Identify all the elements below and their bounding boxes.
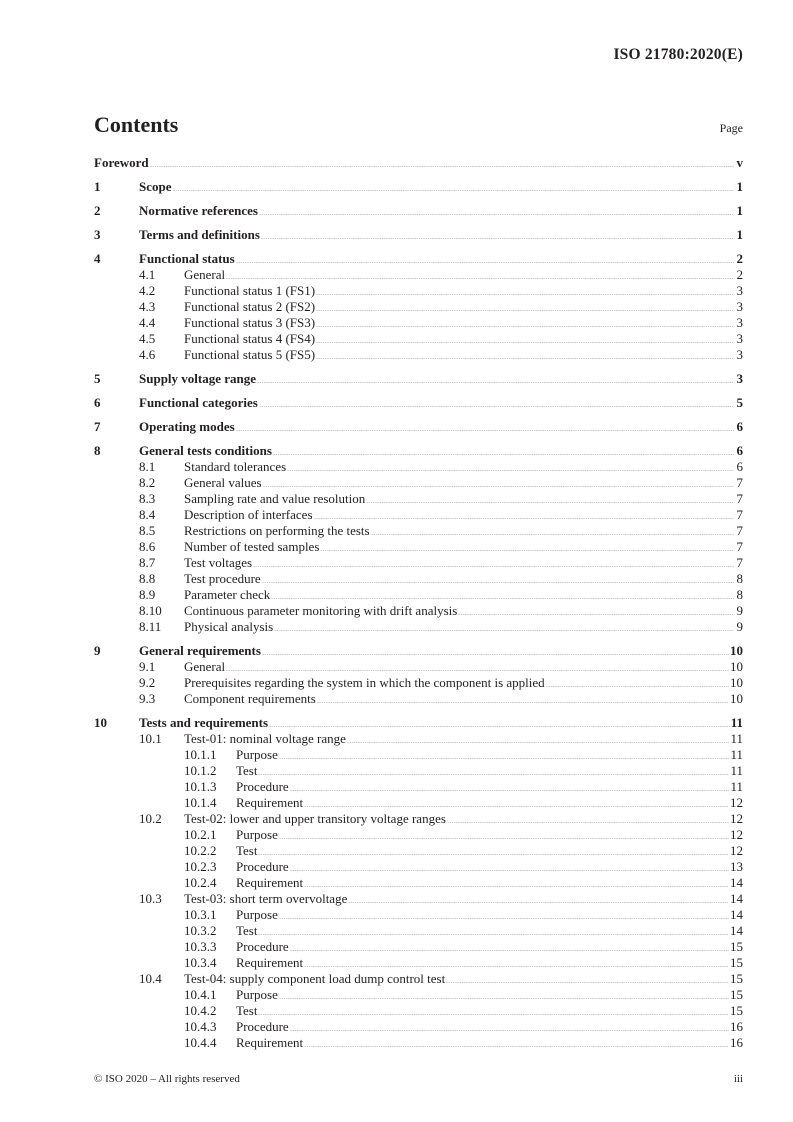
page-footer: [94, 1073, 743, 1085]
dot-leader: [320, 550, 734, 551]
toc-entry-title: Number of tested samples: [184, 539, 320, 554]
toc-entry-title: Purpose: [236, 747, 278, 762]
toc-entry-title: Terms and definitions: [139, 227, 260, 242]
toc-entry[interactable]: [94, 659, 743, 675]
toc-entry-page: 9: [736, 603, 743, 618]
toc-entry-title: Test: [236, 1003, 258, 1018]
toc-entry[interactable]: [94, 715, 743, 731]
toc-entry[interactable]: [94, 827, 743, 843]
toc-entry-page: 7: [736, 555, 743, 570]
toc-entry-title: Test-03: short term overvoltage: [184, 891, 348, 906]
dot-leader: [316, 326, 734, 327]
toc-entry-number: 8.3: [139, 491, 156, 506]
toc-entry-page: 8: [736, 571, 743, 586]
toc-entry-page: 10: [730, 675, 743, 690]
toc-entry-number: 8.9: [139, 587, 156, 602]
toc-entry[interactable]: [94, 395, 743, 411]
toc-entry-number: 8.6: [139, 539, 156, 554]
toc-entry-number: 8.10: [139, 603, 162, 618]
toc-entry-title: Test procedure: [184, 571, 261, 586]
toc-entry-number: 10.2.4: [184, 875, 217, 890]
toc-entry[interactable]: [94, 1035, 743, 1051]
toc-entry[interactable]: [94, 731, 743, 747]
toc-entry-page: 12: [730, 843, 743, 858]
toc-entry[interactable]: [94, 371, 743, 387]
toc-entry-title: Prerequisites regarding the system in which the component is applied: [184, 675, 545, 690]
toc-entry-page: 5: [736, 395, 743, 410]
toc-entry-number: 8.7: [139, 555, 156, 570]
dot-leader: [271, 598, 734, 599]
toc-entry[interactable]: [94, 955, 743, 971]
toc-entry-title: Procedure: [236, 1019, 289, 1034]
toc-entry-title: Requirement: [236, 795, 304, 810]
toc-entry-title: Normative references: [139, 203, 258, 218]
toc-entry[interactable]: [94, 891, 743, 907]
dot-leader: [261, 238, 734, 239]
toc-entry-page: 1: [736, 227, 743, 242]
toc-entry-page: 15: [730, 1003, 743, 1018]
toc-entry[interactable]: [94, 811, 743, 827]
toc-entry-title: Tests and requirements: [139, 715, 269, 730]
toc-entry-number: 10.1: [139, 731, 162, 746]
toc-entry-number: 10.3.3: [184, 939, 217, 954]
contents-header: [94, 112, 743, 138]
dot-leader: [259, 214, 734, 215]
dot-leader: [304, 886, 729, 887]
toc-entry[interactable]: [94, 523, 743, 539]
toc-entry-number: 9.2: [139, 675, 156, 690]
toc-entry-title: Functional status 3 (FS3): [184, 315, 316, 330]
toc-entry[interactable]: [94, 987, 743, 1003]
dot-leader: [269, 726, 730, 727]
toc-entry-page: v: [736, 155, 743, 170]
toc-entry-page: 16: [730, 1035, 743, 1050]
page-number: iii: [733, 1073, 743, 1085]
toc-entry[interactable]: [94, 747, 743, 763]
toc-entry[interactable]: [94, 443, 743, 459]
dot-leader: [446, 982, 729, 983]
toc-entry-number: 4.1: [139, 267, 156, 282]
toc-entry-number: 8.11: [139, 619, 162, 634]
toc-entry-number: 10.4.2: [184, 1003, 217, 1018]
toc-entry[interactable]: [94, 971, 743, 987]
toc-entry-number: 10.4: [139, 971, 162, 986]
toc-entry[interactable]: [94, 763, 743, 779]
toc-entry-page: 7: [736, 491, 743, 506]
toc-entry[interactable]: [94, 875, 743, 891]
toc-entry[interactable]: [94, 179, 743, 195]
toc-entry-title: Functional status 1 (FS1): [184, 283, 316, 298]
toc-entry-page: 1: [736, 179, 743, 194]
dot-leader: [458, 614, 734, 615]
toc-entry[interactable]: [94, 587, 743, 603]
toc-entry-page: 6: [736, 443, 743, 458]
toc-entry-title: Functional status 5 (FS5): [184, 347, 316, 362]
toc-entry[interactable]: [94, 571, 743, 587]
toc-entry[interactable]: [94, 251, 743, 267]
toc-entry-page: 7: [736, 523, 743, 538]
toc-entry[interactable]: [94, 1003, 743, 1019]
dot-leader: [347, 742, 730, 743]
toc-entry-title: General tests conditions: [139, 443, 272, 458]
toc-entry[interactable]: [94, 1019, 743, 1035]
toc-entry[interactable]: [94, 267, 743, 283]
toc-entry[interactable]: [94, 283, 743, 299]
toc-entry-title: Test: [236, 923, 258, 938]
dot-leader: [258, 774, 729, 775]
toc-entry-number: 6: [94, 395, 101, 410]
toc-entry-number: 2: [94, 203, 101, 218]
toc-entry-page: 11: [730, 763, 743, 778]
toc-entry-title: Physical analysis: [184, 619, 274, 634]
toc-entry-page: 15: [730, 939, 743, 954]
dot-leader: [279, 998, 729, 999]
toc-entry[interactable]: [94, 939, 743, 955]
toc-entry-number: 8: [94, 443, 101, 458]
dot-leader: [236, 430, 734, 431]
toc-entry-title: Standard tolerances: [184, 459, 287, 474]
toc-entry-number: 10.2.3: [184, 859, 217, 874]
toc-entry[interactable]: [94, 227, 743, 243]
toc-entry-title: Supply voltage range: [139, 371, 257, 386]
toc-entry[interactable]: [94, 923, 743, 939]
toc-entry-page: 3: [736, 331, 743, 346]
dot-leader: [287, 470, 734, 471]
toc-entry-title: Functional status 4 (FS4): [184, 331, 316, 346]
dot-leader: [317, 702, 729, 703]
page-title: Contents: [94, 112, 179, 137]
toc-entry-title: Continuous parameter monitoring with drift analysis: [184, 603, 458, 618]
dot-leader: [304, 966, 729, 967]
toc-entry-number: 9.1: [139, 659, 156, 674]
toc-entry[interactable]: [94, 507, 743, 523]
table-of-contents: [94, 155, 743, 1051]
dot-leader: [236, 262, 734, 263]
toc-entry[interactable]: [94, 347, 743, 363]
toc-entry[interactable]: [94, 907, 743, 923]
toc-entry-page: 3: [736, 315, 743, 330]
toc-entry-page: 10: [730, 643, 743, 658]
toc-entry-number: 4.5: [139, 331, 156, 346]
toc-entry-number: 4.4: [139, 315, 156, 330]
dot-leader: [316, 342, 734, 343]
dot-leader: [258, 1014, 729, 1015]
toc-entry-page: 14: [730, 923, 743, 938]
toc-entry[interactable]: [94, 859, 743, 875]
toc-entry-title: Purpose: [236, 987, 278, 1002]
dot-leader: [316, 294, 734, 295]
toc-entry-page: 7: [736, 475, 743, 490]
toc-entry-number: 8.2: [139, 475, 156, 490]
toc-entry-title: Test-02: lower and upper transitory voltage ranges: [184, 811, 446, 826]
dot-leader: [258, 854, 729, 855]
toc-entry-number: 10.4.4: [184, 1035, 217, 1050]
toc-entry-page: 7: [736, 507, 743, 522]
page-column-label: Page: [719, 121, 743, 135]
dot-leader: [304, 1046, 729, 1047]
dot-leader: [546, 686, 729, 687]
toc-entry-page: 13: [730, 859, 743, 874]
toc-entry-number: 8.4: [139, 507, 156, 522]
dot-leader: [263, 486, 734, 487]
toc-entry-page: 2: [736, 251, 743, 266]
dot-leader: [274, 630, 734, 631]
toc-entry-title: Functional status: [139, 251, 235, 266]
toc-entry-number: 10.1.2: [184, 763, 217, 778]
dot-leader: [314, 518, 734, 519]
dot-leader: [304, 806, 729, 807]
toc-entry-page: 11: [730, 731, 743, 746]
toc-entry-title: Purpose: [236, 827, 278, 842]
toc-entry-number: 10: [94, 715, 107, 730]
toc-entry-number: 10.3.4: [184, 955, 217, 970]
toc-entry[interactable]: [94, 603, 743, 619]
toc-entry-page: 15: [730, 987, 743, 1002]
dot-leader: [348, 902, 729, 903]
toc-entry-title: Test-04: supply component load dump control test: [184, 971, 446, 986]
toc-entry-number: 1: [94, 179, 101, 194]
toc-entry-title: Description of interfaces: [184, 507, 313, 522]
toc-entry-page: 3: [736, 283, 743, 298]
toc-entry-number: 4.3: [139, 299, 156, 314]
dot-leader: [259, 406, 734, 407]
dot-leader: [366, 502, 734, 503]
toc-entry-page: 11: [730, 779, 743, 794]
dot-leader: [279, 758, 730, 759]
toc-entry-number: 4: [94, 251, 101, 266]
toc-entry-page: 11: [730, 715, 743, 730]
toc-entry-title: Test voltages: [184, 555, 253, 570]
toc-entry-number: 4.6: [139, 347, 156, 362]
toc-entry-number: 10.1.1: [184, 747, 217, 762]
dot-leader: [253, 566, 734, 567]
toc-entry-number: 7: [94, 419, 101, 434]
toc-entry-page: 15: [730, 971, 743, 986]
toc-entry-number: 10.3: [139, 891, 162, 906]
toc-entry-title: Purpose: [236, 907, 278, 922]
toc-entry-number: 5: [94, 371, 101, 386]
toc-entry-number: 9: [94, 643, 101, 658]
toc-entry-page: 7: [736, 539, 743, 554]
toc-entry-number: 8.1: [139, 459, 156, 474]
toc-entry-number: 8.5: [139, 523, 156, 538]
copyright-notice: © ISO 2020 – All rights reserved: [94, 1073, 240, 1085]
dot-leader: [316, 310, 734, 311]
dot-leader: [279, 838, 729, 839]
toc-entry-page: 14: [730, 907, 743, 922]
toc-entry-title: Test: [236, 843, 258, 858]
toc-entry-number: 8.8: [139, 571, 156, 586]
toc-entry-number: 3: [94, 227, 101, 242]
toc-entry-title: General values: [184, 475, 262, 490]
dot-leader: [290, 790, 730, 791]
toc-entry-title: Requirement: [236, 875, 304, 890]
toc-entry[interactable]: [94, 459, 743, 475]
dot-leader: [371, 534, 734, 535]
dot-leader: [258, 934, 729, 935]
dot-leader: [262, 654, 729, 655]
toc-entry[interactable]: [94, 475, 743, 491]
toc-entry-page: 1: [736, 203, 743, 218]
toc-entry-page: 8: [736, 587, 743, 602]
dot-leader: [290, 870, 729, 871]
toc-entry[interactable]: [94, 795, 743, 811]
toc-entry-page: 3: [736, 347, 743, 362]
dot-leader: [316, 358, 734, 359]
toc-entry-title: General: [184, 267, 226, 282]
toc-entry-page: 12: [730, 795, 743, 810]
toc-entry-number: 10.4.1: [184, 987, 217, 1002]
dot-leader: [226, 278, 734, 279]
toc-entry-title: Test: [236, 763, 258, 778]
toc-entry-page: 9: [736, 619, 743, 634]
toc-entry-page: 14: [730, 891, 743, 906]
toc-entry-page: 12: [730, 827, 743, 842]
dot-leader: [150, 166, 734, 167]
dot-leader: [257, 382, 734, 383]
toc-entry-page: 3: [736, 299, 743, 314]
toc-entry-page: 10: [730, 659, 743, 674]
toc-entry-title: Operating modes: [139, 419, 235, 434]
dot-leader: [290, 1030, 729, 1031]
toc-entry-page: 6: [736, 419, 743, 434]
toc-entry-number: 10.2: [139, 811, 162, 826]
toc-entry-title: Restrictions on performing the tests: [184, 523, 370, 538]
toc-entry-title: Requirement: [236, 1035, 304, 1050]
toc-entry[interactable]: [94, 539, 743, 555]
dot-leader: [173, 190, 735, 191]
toc-entry-page: 2: [736, 267, 743, 282]
toc-entry-title: Sampling rate and value resolution: [184, 491, 366, 506]
toc-entry-page: 16: [730, 1019, 743, 1034]
toc-entry[interactable]: [94, 555, 743, 571]
toc-entry[interactable]: [94, 675, 743, 691]
toc-entry-page: 12: [730, 811, 743, 826]
toc-entry-number: 10.4.3: [184, 1019, 217, 1034]
toc-entry[interactable]: [94, 331, 743, 347]
toc-entry[interactable]: [94, 203, 743, 219]
toc-entry-title: Parameter check: [184, 587, 271, 602]
document-id: ISO 21780:2020(E): [613, 46, 743, 63]
dot-leader: [262, 582, 734, 583]
toc-entry-number: 10.1.4: [184, 795, 217, 810]
toc-entry-page: 3: [736, 371, 743, 386]
toc-entry-title: Procedure: [236, 859, 289, 874]
toc-entry-title: Component requirements: [184, 691, 316, 706]
dot-leader: [447, 822, 729, 823]
toc-entry[interactable]: [94, 315, 743, 331]
toc-entry-title: Scope: [139, 179, 172, 194]
toc-entry-page: 6: [736, 459, 743, 474]
toc-entry[interactable]: [94, 691, 743, 707]
toc-entry-number: 9.3: [139, 691, 156, 706]
dot-leader: [279, 918, 729, 919]
dot-leader: [273, 454, 734, 455]
toc-entry-page: 15: [730, 955, 743, 970]
toc-entry-number: 10.3.1: [184, 907, 217, 922]
toc-entry[interactable]: [94, 843, 743, 859]
toc-entry-title: General: [184, 659, 226, 674]
toc-entry[interactable]: [94, 779, 743, 795]
toc-entry-number: 10.3.2: [184, 923, 217, 938]
dot-leader: [226, 670, 729, 671]
toc-entry-title: Procedure: [236, 939, 289, 954]
toc-entry-title: Functional categories: [139, 395, 258, 410]
toc-entry-title: Procedure: [236, 779, 289, 794]
dot-leader: [290, 950, 729, 951]
toc-entry[interactable]: [94, 419, 743, 435]
toc-entry[interactable]: [94, 155, 743, 171]
toc-entry-number: 10.2.2: [184, 843, 217, 858]
toc-entry-title: General requirements: [139, 643, 261, 658]
toc-entry-page: 14: [730, 875, 743, 890]
toc-entry-number: 10.1.3: [184, 779, 217, 794]
toc-entry-title: Requirement: [236, 955, 304, 970]
toc-entry[interactable]: [94, 619, 743, 635]
toc-entry[interactable]: [94, 491, 743, 507]
toc-entry-title: Functional status 2 (FS2): [184, 299, 316, 314]
toc-entry-page: 10: [730, 691, 743, 706]
toc-entry[interactable]: [94, 643, 743, 659]
toc-entry-number: 4.2: [139, 283, 156, 298]
toc-entry-number: 10.2.1: [184, 827, 217, 842]
toc-entry-number: Foreword: [94, 155, 149, 170]
toc-entry[interactable]: [94, 299, 743, 315]
toc-entry-title: Test-01: nominal voltage range: [184, 731, 346, 746]
toc-entry-page: 11: [730, 747, 743, 762]
